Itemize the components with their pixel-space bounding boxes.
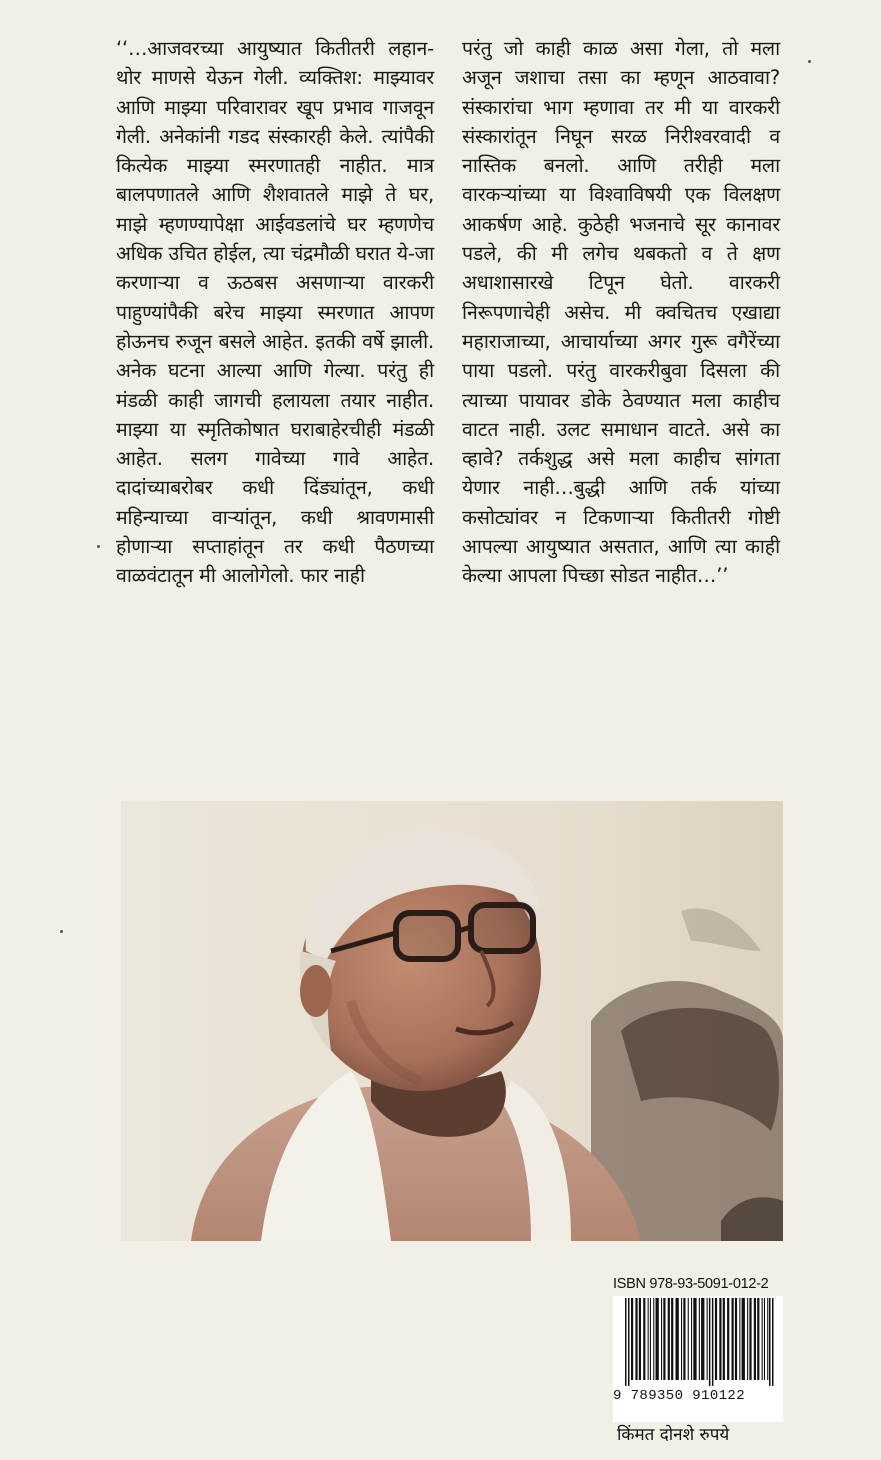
barcode-bar: [681, 1298, 682, 1380]
barcode-bar: [635, 1298, 637, 1380]
barcode-digits: 9 789350 910122: [613, 1388, 746, 1404]
barcode-bar: [628, 1298, 630, 1386]
blurb-column-right: [462, 34, 780, 591]
barcode-bar: [735, 1298, 737, 1380]
barcode-bar: [650, 1298, 651, 1380]
barcode-bars: [613, 1296, 783, 1386]
barcode-bar: [625, 1298, 627, 1386]
barcode-bar: [767, 1298, 768, 1380]
barcode-bar: [715, 1298, 717, 1380]
barcode-bar: [723, 1298, 725, 1380]
paper-speck: [97, 545, 100, 548]
author-photo: [121, 801, 783, 1241]
barcode-bar: [691, 1298, 692, 1380]
barcode-bar: [683, 1298, 685, 1380]
barcode-bar: [762, 1298, 763, 1380]
barcode-bar: [709, 1298, 711, 1386]
barcode-bar: [707, 1298, 708, 1380]
barcode-bar: [719, 1298, 721, 1380]
price-label: किंमत दोनशे रुपये: [617, 1425, 730, 1445]
barcode-bar: [712, 1298, 714, 1386]
isbn-label: ISBN 978-93-5091-012-2: [613, 1276, 769, 1292]
barcode-bar: [699, 1298, 700, 1380]
barcode-bar: [643, 1298, 645, 1380]
blurb-text-left: ‘‘…आजवरच्या आयुष्यात कितीतरी लहान-थोर माणसे येऊन गेली. व्यक्तिश: माझ्यावर आणि माझ्या परिवारावर खूप प्रभाव गाजवून गेली. अनेकांनी गडद संस्कारही केले. त्यांपैकी कित्येक माझ्या स्मरणातही नाहीत. मात्र बालपणातले आणि शैशवातले माझे ते घर, माझे म्हणण्यापेक्षा आईवडलांचे घर म्हणणेच अधिक उचित होईल, त्या चंद्रमौळी घरात ये-जा करणाऱ्या व ऊठबस असणाऱ्या वारकरी पाहुण्यांपैकी बरेच माझ्या स्मरणात आपण होऊनच रुजून बसले आहेत. इतकी वर्षे झाली. अनेक घटना आल्या आणि गेल्या. परंतु ही मंडळी काही जागची हलायला तयार नाहीत. माझ्या या स्मृतिकोषात घराबाहेरचीही मंडळी आहेत. सलग गावेच्या गावे आहेत. दादांच्याबरोबर कधी दिंड्यांतून, कधी महिन्याच्या वाऱ्यांतून, कधी श्रावणमासी होणाऱ्या सप्ताहांतून तर कधी पैठणच्या वाळवंटातून मी आलोगेलो. फार नाही: [116, 37, 434, 588]
author-portrait-illustration: [121, 801, 783, 1241]
barcode-bar: [661, 1298, 662, 1380]
barcode-bar: [631, 1298, 633, 1380]
barcode-bar: [676, 1298, 679, 1380]
barcode-bar: [754, 1298, 756, 1380]
barcode-bar: [769, 1298, 771, 1386]
paper-speck: [808, 60, 811, 63]
blurb-column-left: [116, 34, 434, 591]
barcode-bar: [648, 1298, 649, 1380]
barcode-bar: [656, 1298, 659, 1380]
isbn-block: [613, 1276, 783, 1456]
barcode-bar: [757, 1298, 759, 1380]
blurb-text-right: परंतु जो काही काळ असा गेला, तो मला अजून जशाचा तसा का म्हणून आठवावा? संस्कारांचा भाग म्हणावा तर मी या वारकरी संस्कारांतून निघून सरळ निरीश्वरवादी व नास्तिक बनलो. आणि तरीही मला वारकऱ्यांच्या या विश्वाविषयी एक विलक्षण आकर्षण आहे. कुठेही भजनाचे सूर कानावर पडले, की मी लगेच थबकतो व ते क्षण अधाशासारखे टिपून घेतो. वारकरी निरूपणाचेही असेच. मी क्वचितच एखाद्या महाराजाच्या, आचार्याच्या अगर गुरू वगैरेंच्या पाया पडलो. परंतु वारकरीबुवा दिसला की त्याच्या पायावर डोके ठेवण्यात मला काहीच वाटत नाही. उलट समाधान वाटते. असे का व्हावे? तर्कशुद्ध असे मला काहीच सांगता येणार नाही…बुद्धी आणि तर्क यांच्या कसोट्यांवर न टिकणाऱ्या कितीतरी गोष्टी आपल्या आयुष्यात असतात, आणि त्या काही केल्या आपला पिच्छा सोडत नाहीत…’’: [462, 37, 780, 588]
barcode-bar: [727, 1298, 729, 1380]
barcode-bar: [653, 1298, 654, 1380]
barcode-bar: [668, 1298, 670, 1380]
barcode-bar: [764, 1298, 765, 1380]
barcode-bar: [671, 1298, 673, 1380]
barcode-bar: [693, 1298, 696, 1380]
barcode-bar: [701, 1298, 704, 1380]
barcode-bar: [772, 1298, 774, 1386]
barcode-bar: [747, 1298, 748, 1380]
barcode-bar: [739, 1298, 740, 1380]
barcode-bar: [742, 1298, 745, 1380]
barcode-bar: [749, 1298, 751, 1380]
barcode-bar: [688, 1298, 689, 1380]
barcode: [613, 1296, 783, 1422]
barcode-bar: [663, 1298, 665, 1380]
barcode-bar: [732, 1298, 734, 1380]
barcode-bar: [639, 1298, 641, 1380]
paper-speck: [60, 930, 63, 933]
